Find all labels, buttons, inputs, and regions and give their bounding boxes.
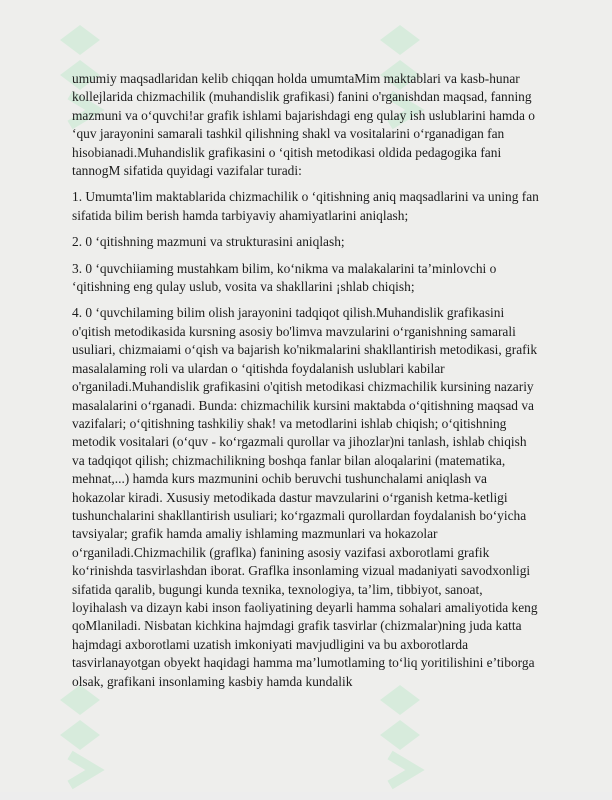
paragraph-item-2: 2. 0 ‘qitishning mazmuni va strukturasini aniqlash; bbox=[72, 234, 345, 250]
paragraph-item-4: 4. 0 ‘quvchilaming bilim olish jarayonini tadqiqot qilish.Muhandislik grafikasini o'qitish metodikasida kursning asosiy bo'limva mavzularini o‘rganishning samarali usuliari, chizmaiami o‘qish va bajarish ko'nikmalarini shakllantirish metodikasi, grafik masalalaming roli va ulardan o ‘qitishda foydalanish uslublari kabilar o'rganiladi.Muhandislik grafikasini o'qitish metodikasi chizmachilik kursining nazariy masalalarini o‘rganadi. Bunda: chizmachilik kursini maktabda o‘qitishning maqsad va vazifalari; o‘qitishning tashkiliy shak! va metodlarini ishlab chiqish; o‘qitishning metodik vositalari (o‘quv - ko‘rgazmali qurollar va jihozlar)ni tanlash, ishlab chiqish va tadqiqot qilish; chizmachilikning boshqa fanlar bilan aloqalarini (matematika, mehnat,...) hamda kurs mazmunini ochib beruvchi tushunchalami aniqlash va hokazolar kiradi. Xususiy metodikada dastur mavzularini o‘rganish ketma-ketligi tushunchalarini shakllantirish usuliari; ko‘rgazmali qurollardan foydalanish bo‘yicha tavsiyalar; grafik hamda amaliy ishlaming mazmunlari va hokazolar o‘rganiladi.Chizmachilik (graflka) fanining asosiy vazifasi axborotlami grafik ko‘rinishda tasvirlashdan iborat. Graflka insonlaming vizual madaniyati savodxonligi sifatida qaralib, bugungi kunda texnika, texnologiya, ta’lim, tibbiyot, sanoat, loyihalash va dizayn kabi inson faoliyatining deyarli hamma sohalari amaliyotida keng qoMlaniladi. Nisbatan kichkina hajmdagi grafik tasvirlar (chizmalar)ning juda katta hajmdagi axborotlami uzatish imkoniyati mavjudligini va bu axborotlarda tasvirlanayotgan obyekt haqidagi hamma ma’lumotlaming to‘liq yoritilishini e’tiborga olsak, grafikani insonlaming kasbiy hamda kundalik bbox=[72, 305, 538, 689]
paragraph-intro: umumiy maqsadlaridan kelib chiqqan holda umumtaMim maktablari va kasb-hunar kollejlarida chizmachilik (muhandislik grafikasi) fanini o'rganishdan maqsad, fanning mazmuni va o‘quvchi!ar grafik ishlami bajarishdagi eng qulay ish uslublarini hamda o ‘quv jarayonini samarali tashkil qilishning shakl va vositalarini o‘rganadigan fan hisobianadi.Muhandislik grafikasini o ‘qitish metodikasi oldida pedagogika fani tannogM sifatida quyidagi vazifalar turadi: bbox=[72, 71, 535, 179]
body-text bbox=[72, 70, 540, 699]
paragraph-item-1: 1. Umumta'lim maktablarida chizmachilik o ‘qitishning aniq maqsadlarini va uning fan sifatida bilim berish hamda tarbiyaviy ahamiyatlarini aniqlash; bbox=[72, 189, 539, 223]
paragraph-item-3: 3. 0 ‘quvchiiaming mustahkam bilim, ko‘nikma va malakalarini ta’minlovchi o ‘qitishning eng qulay uslub, vosita va shakllarini ¡shlab chiqish; bbox=[72, 260, 497, 295]
